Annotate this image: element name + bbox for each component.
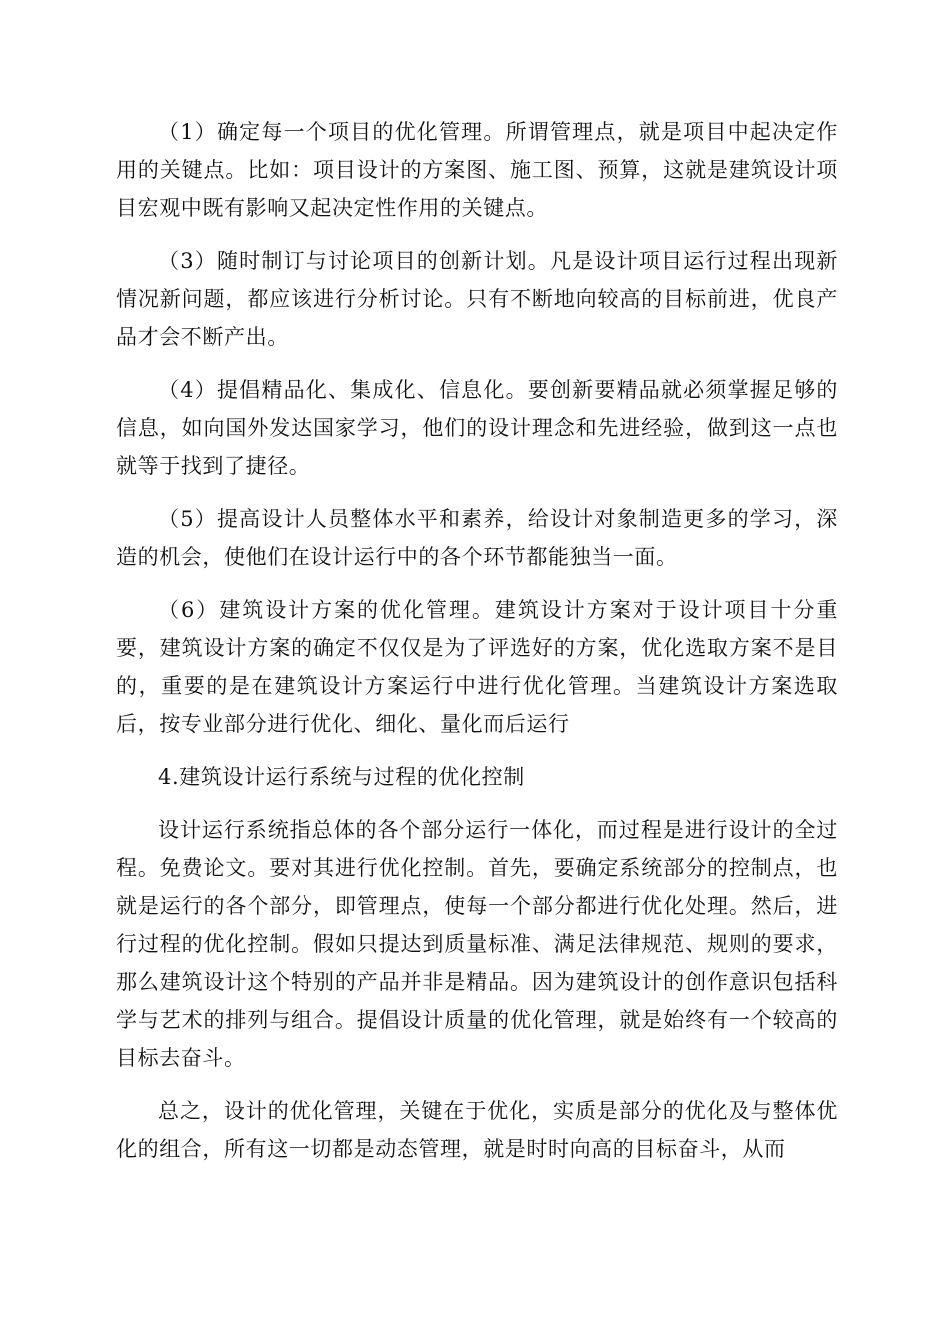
paragraph-summary: 总之，设计的优化管理，关键在于优化，实质是部分的优化及与整体优化的组合，所有这一切都是动态管理，就是时时向高的目标奋斗，从而 — [116, 1099, 838, 1161]
paragraph-3: （3）随时制订与讨论项目的创新计划。凡是设计项目运行过程出现新情况新问题，都应该进行分析讨论。只有不断地向较高的目标前进，优良产品才会不断产出。 — [116, 249, 838, 349]
paragraph-4: （4）提倡精品化、集成化、信息化。要创新要精品就必须掌握足够的信息，如向国外发达国家学习，他们的设计理念和先进经验，做到这一点也就等于找到了捷径。 — [116, 378, 838, 478]
paragraph-5: （5）提高设计人员整体水平和素养，给设计对象制造更多的学习，深造的机会，使他们在设计运行中的各个环节都能独当一面。 — [116, 507, 838, 569]
document-body — [116, 113, 838, 1183]
paragraph-6: （6）建筑设计方案的优化管理。建筑设计方案对于设计项目十分重要，建筑设计方案的确定不仅仅是为了评选好的方案，优化选取方案不是目的，重要的是在建筑设计方案运行中进行优化管理。当建筑设计方案选取后，按专业部分进行优化、细化、量化而后运行 — [116, 598, 838, 736]
section-heading: 4.建筑设计运行系统与过程的优化控制 — [158, 765, 525, 789]
paragraph-system: 设计运行系统指总体的各个部分运行一体化，而过程是进行设计的全过程。免费论文。要对其进行优化控制。首先，要确定系统部分的控制点，也就是运行的各个部分，即管理点，使每一个部分都进行优化处理。然后，进行过程的优化控制。假如只提达到质量标准、满足法律规范、规则的要求，那么建筑设计这个特别的产品并非是精品。因为建筑设计的创作意识包括科学与艺术的排列与组合。提倡设计质量的优化管理，就是始终有一个较高的目标去奋斗。 — [116, 818, 838, 1070]
paragraph-1: （1）确定每一个项目的优化管理。所谓管理点，就是项目中起决定作用的关键点。比如：项目设计的方案图、施工图、预算，这就是建筑设计项目宏观中既有影响又起决定性作用的关键点。 — [116, 120, 838, 220]
